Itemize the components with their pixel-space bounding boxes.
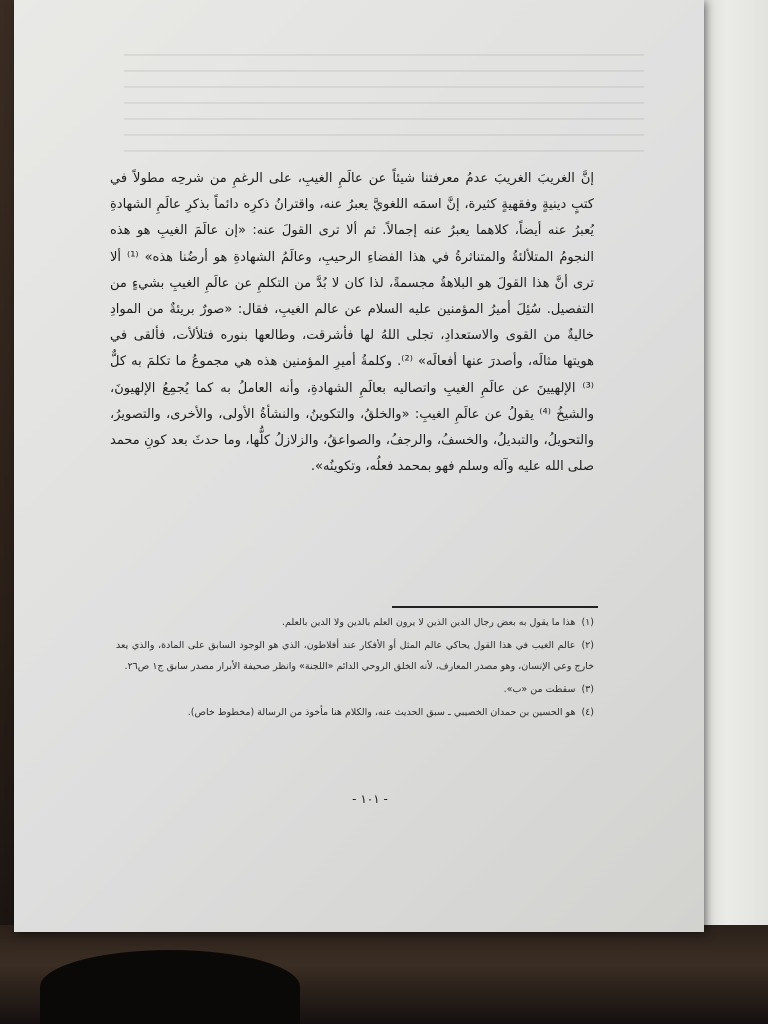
footnote-1 (116, 612, 594, 633)
footnote-3 (116, 679, 594, 700)
page-number: - ١٠١ - (352, 792, 388, 806)
footnote-separator (392, 606, 598, 608)
footnote-2 (116, 635, 594, 677)
footnote-number: (٤) (581, 707, 594, 718)
footnote-text: عالم الغيب في هذا القول يحاكي عالم المثل أو الأفكار عند أفلاطون، الذي هو الوجود السابق على المادة، والذي يعد خارج وعي الإنسان، وهو مصدر المعارف، لأنه الخلق الروحي الدائم «اللجنة» وانظر صحيفة الأبرار مصدر سابق ج١ ص٢٦. (116, 640, 594, 672)
footnote-text: سقطت من «ب». (503, 684, 576, 695)
body-paragraph-text: إنَّ الغريبَ الغريبَ عدمُ معرفتنا شيئاً عن عالَمِ الغيبِ، على الرغمِ من شرحِه مطولاً في كتبٍ دينيةٍ وفقهيةٍ كثيرة، إنَّ اسمَه اللغويَّ يعبرُ عنه، واقترانُ ذكرِه دائماً بذكرِ عالَمِ الشهادةِ يُعبرُ عنه أيضاً، كلاهما يعبرُ عنه إجمالاً. ثم ألا ترى القولَ عنه: «إن عالَمَ الغيبِ هو هذه النجومُ المتلألئةُ والمتناثرةُ في هذا الفضاءِ الرحيبِ، وعالَمُ الشهادةِ هو أرضُنا هذه» ⁽¹⁾ ألا ترى أنَّ هذا القولَ هو البلاهةُ مجسمةً، لذا كان لا بُدَّ من التكلمِ عن عالَمِ الغيبِ بشيءٍ من التفصيل. سُئِلَ أميرُ المؤمنين عليه السلام عن عالم الغيبِ، فقال: «صورٌ بريئةٌ من الموادِ خاليةٌ من القوى والاستعدادِ، تجلى اللهُ لها فأشرقت، وطالعها بنوره فتلألأت، فألقى في هويتها مثالَه، وأصدرَ عنها أفعالَه» ⁽²⁾. وكلمةُ أميرِ المؤمنين هذه هي مجموعُ ما تكلمَ به كلٌّ ⁽³⁾ الإلهيينَ عن عالَمِ الغيبِ واتصاليه بعالَمِ الشهادةِ، وأنه العاملُ به كما يُجمِعُ الإلهيونَ، والشيخُ ⁽⁴⁾ يقولُ عن عالَمِ الغيبِ: «والخلقُ، والتكوينُ، والنشأةُ الأولى، والأخرى، والتصويرُ، والتحويلُ، والتبديلُ، والخسفُ، والرجفُ، والصواعقُ، والزلازلُ كلُّها، وما حدثَ بعد كونِ محمد صلى الله عليه وآله وسلم فهو بمحمد فعلُه، وتكوينُه». (110, 171, 594, 475)
footnote-4 (116, 702, 594, 723)
adjacent-page (700, 0, 768, 940)
footnote-number: (١) (581, 617, 594, 628)
footnotes (116, 612, 594, 725)
shadow (40, 950, 300, 1024)
footnote-text: هذا ما يقول به بعض رجال الدين الذين لا يرون العلم بالدين ولا الدين بالعلم. (281, 617, 576, 628)
main-paragraph (110, 166, 594, 480)
show-through-text (124, 40, 644, 160)
footnote-text: هو الحسين بن حمدان الخصيبي ـ سبق الحديث عنه، والكلام هنا مأخوذ من الرسالة (مخطوط خاص). (187, 707, 576, 718)
footnote-number: (٣) (581, 684, 594, 695)
footnote-number: (٢) (581, 640, 594, 651)
